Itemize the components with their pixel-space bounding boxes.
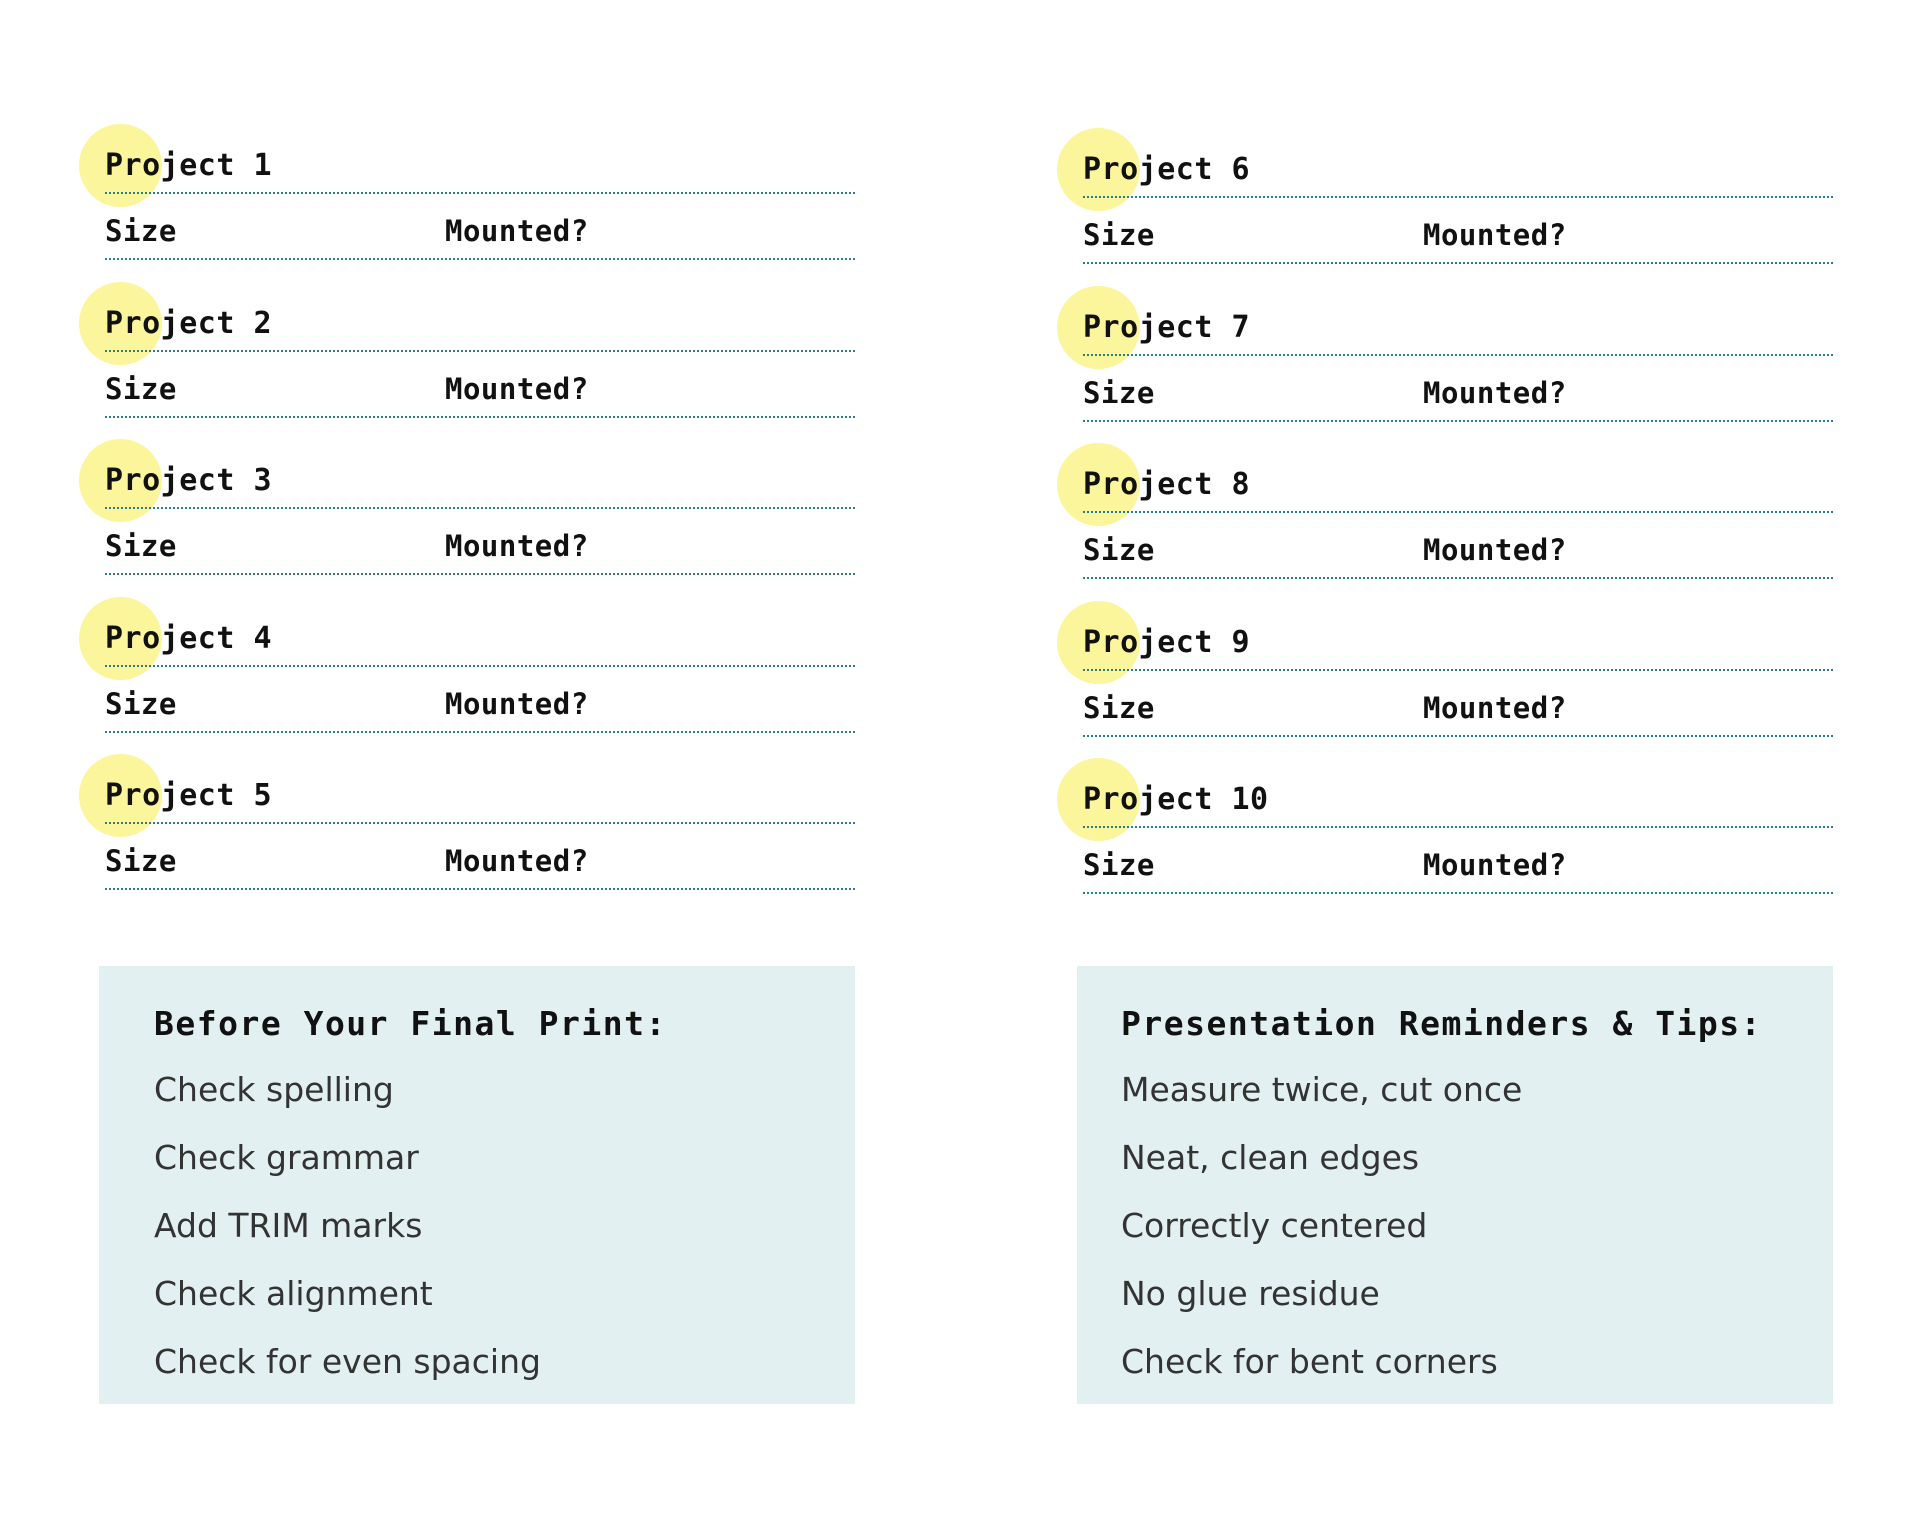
project-column-right [1083,126,1833,914]
presentation-tips-title: Presentation Reminders & Tips: [1121,1004,1763,1043]
project-title: Project 5 [105,778,273,813]
size-mounted-line [1083,735,1833,737]
project-title: Project 4 [105,620,273,656]
list-item: No glue residue [1121,1274,1380,1313]
list-item: Check for even spacing [154,1342,541,1381]
size-mounted-line [105,573,855,575]
project-entry [1083,756,1833,914]
size-label: Size [1083,533,1155,567]
project-entry [105,752,855,910]
project-title: Project 2 [105,305,273,341]
size-mounted-line [105,731,855,733]
project-entry [105,595,855,753]
project-entry [105,280,855,438]
mounted-label: Mounted? [1423,218,1567,252]
project-name-line [105,192,855,194]
presentation-tips-box [1077,966,1833,1404]
list-item: Correctly centered [1121,1206,1428,1245]
size-mounted-line [105,416,855,418]
mounted-label: Mounted? [1423,375,1567,410]
list-item: Neat, clean edges [1121,1138,1420,1177]
project-title: Project 9 [1083,624,1251,660]
size-label: Size [105,371,177,406]
project-title: Project 3 [105,463,273,498]
project-title: Project 10 [1083,782,1269,817]
mounted-label: Mounted? [445,214,589,248]
project-name-line [105,665,855,667]
presentation-tips-list [1121,1070,1522,1410]
project-title: Project 7 [1083,309,1251,345]
project-name-line [1083,354,1833,356]
project-name-line [105,822,855,824]
size-label: Size [105,214,177,248]
size-mounted-line [1083,577,1833,579]
project-name-line [105,350,855,352]
project-entry [105,122,855,280]
mounted-label: Mounted? [445,371,589,406]
size-label: Size [1083,375,1155,410]
before-print-list [154,1070,541,1410]
list-item: Check grammar [154,1138,419,1177]
project-name-line [105,507,855,509]
size-mounted-line [1083,420,1833,422]
size-label: Size [1083,690,1155,725]
project-name-line [1083,669,1833,671]
list-item: Check for bent corners [1121,1342,1498,1381]
project-title: Project 8 [1083,467,1251,502]
list-item: Add TRIM marks [154,1206,423,1245]
project-title: Project 6 [1083,152,1251,187]
mounted-label: Mounted? [445,844,589,878]
mounted-label: Mounted? [445,686,589,721]
list-item: Check alignment [154,1274,433,1313]
size-label: Size [1083,848,1155,882]
project-name-line [1083,196,1833,198]
project-entry [1083,599,1833,757]
size-label: Size [105,844,177,878]
project-entry [1083,284,1833,442]
mounted-label: Mounted? [1423,848,1567,882]
before-print-title: Before Your Final Print: [154,1004,667,1043]
project-column-left [105,122,855,910]
project-entry [1083,441,1833,599]
size-mounted-line [1083,262,1833,264]
size-label: Size [1083,218,1155,252]
size-mounted-line [105,258,855,260]
list-item: Measure twice, cut once [1121,1070,1523,1109]
project-name-line [1083,511,1833,513]
project-name-line [1083,826,1833,828]
mounted-label: Mounted? [445,529,589,563]
size-mounted-line [1083,892,1833,894]
project-title: Project 1 [105,148,273,183]
size-label: Size [105,686,177,721]
mounted-label: Mounted? [1423,690,1567,725]
before-print-box [99,966,855,1404]
size-mounted-line [105,888,855,890]
mounted-label: Mounted? [1423,533,1567,567]
size-label: Size [105,529,177,563]
project-entry [105,437,855,595]
list-item: Check spelling [154,1070,394,1109]
project-entry [1083,126,1833,284]
